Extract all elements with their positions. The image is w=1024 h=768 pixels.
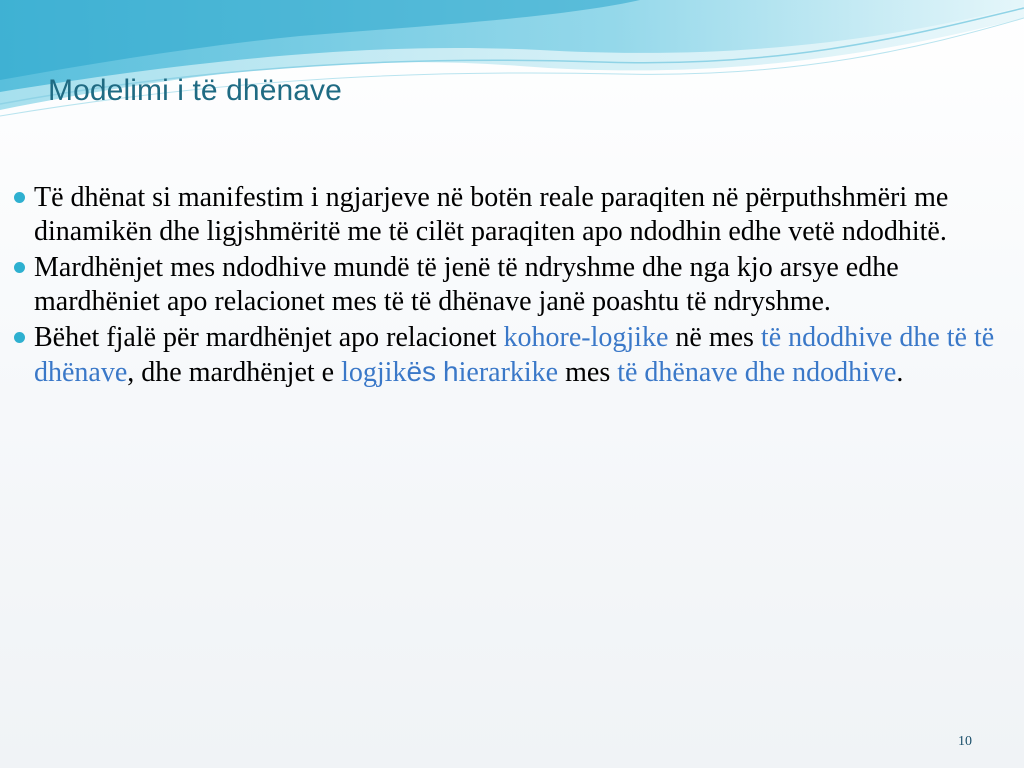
highlight-text: ës (406, 356, 437, 387)
bullet-item (14, 321, 999, 390)
slide-title: Modelimi i të dhënave (48, 74, 342, 107)
page-number: 10 (958, 734, 972, 749)
highlight-text: të dhënave dhe ndodhive (617, 357, 897, 388)
bullet-text: në mes (668, 322, 761, 353)
bullet-text: mes (558, 357, 618, 388)
decorative-wave-header (0, 0, 1024, 140)
bullet-text: . (896, 357, 904, 388)
highlight-text: të ndodhive dhe të të dhënave (34, 322, 995, 388)
bullet-dot-icon (14, 332, 25, 343)
highlight-text: kohore-logjike (503, 322, 669, 353)
bullet-dot-icon (14, 192, 25, 203)
bullet-text: Mardhënjet mes ndodhive mundë të jenë të ndryshme dhe nga kjo arsye edhe mardhëniet apo relacionet mes të të dhënave janë poashtu të ndryshme. (34, 252, 899, 317)
highlight-text: ierarkike (458, 357, 559, 388)
bullet-item (14, 181, 999, 249)
bullet-text: , dhe mardhënjet e (127, 357, 342, 388)
bullet-text: Bëhet fjalë për mardhënjet apo relacionet (34, 322, 504, 353)
bullet-dot-icon (14, 262, 25, 273)
bullet-item (14, 251, 999, 319)
bullet-list (14, 181, 999, 390)
highlight-text: logjik (341, 357, 407, 388)
highlight-text: h (443, 356, 459, 387)
bullet-text: Të dhënat si manifestim i ngjarjeve në botën reale paraqiten në përputhshmëri me dinamikën dhe ligjshmëritë me të cilët paraqiten apo ndodhin edhe vetë ndodhitë. (34, 182, 949, 247)
highlight-text (436, 357, 443, 388)
